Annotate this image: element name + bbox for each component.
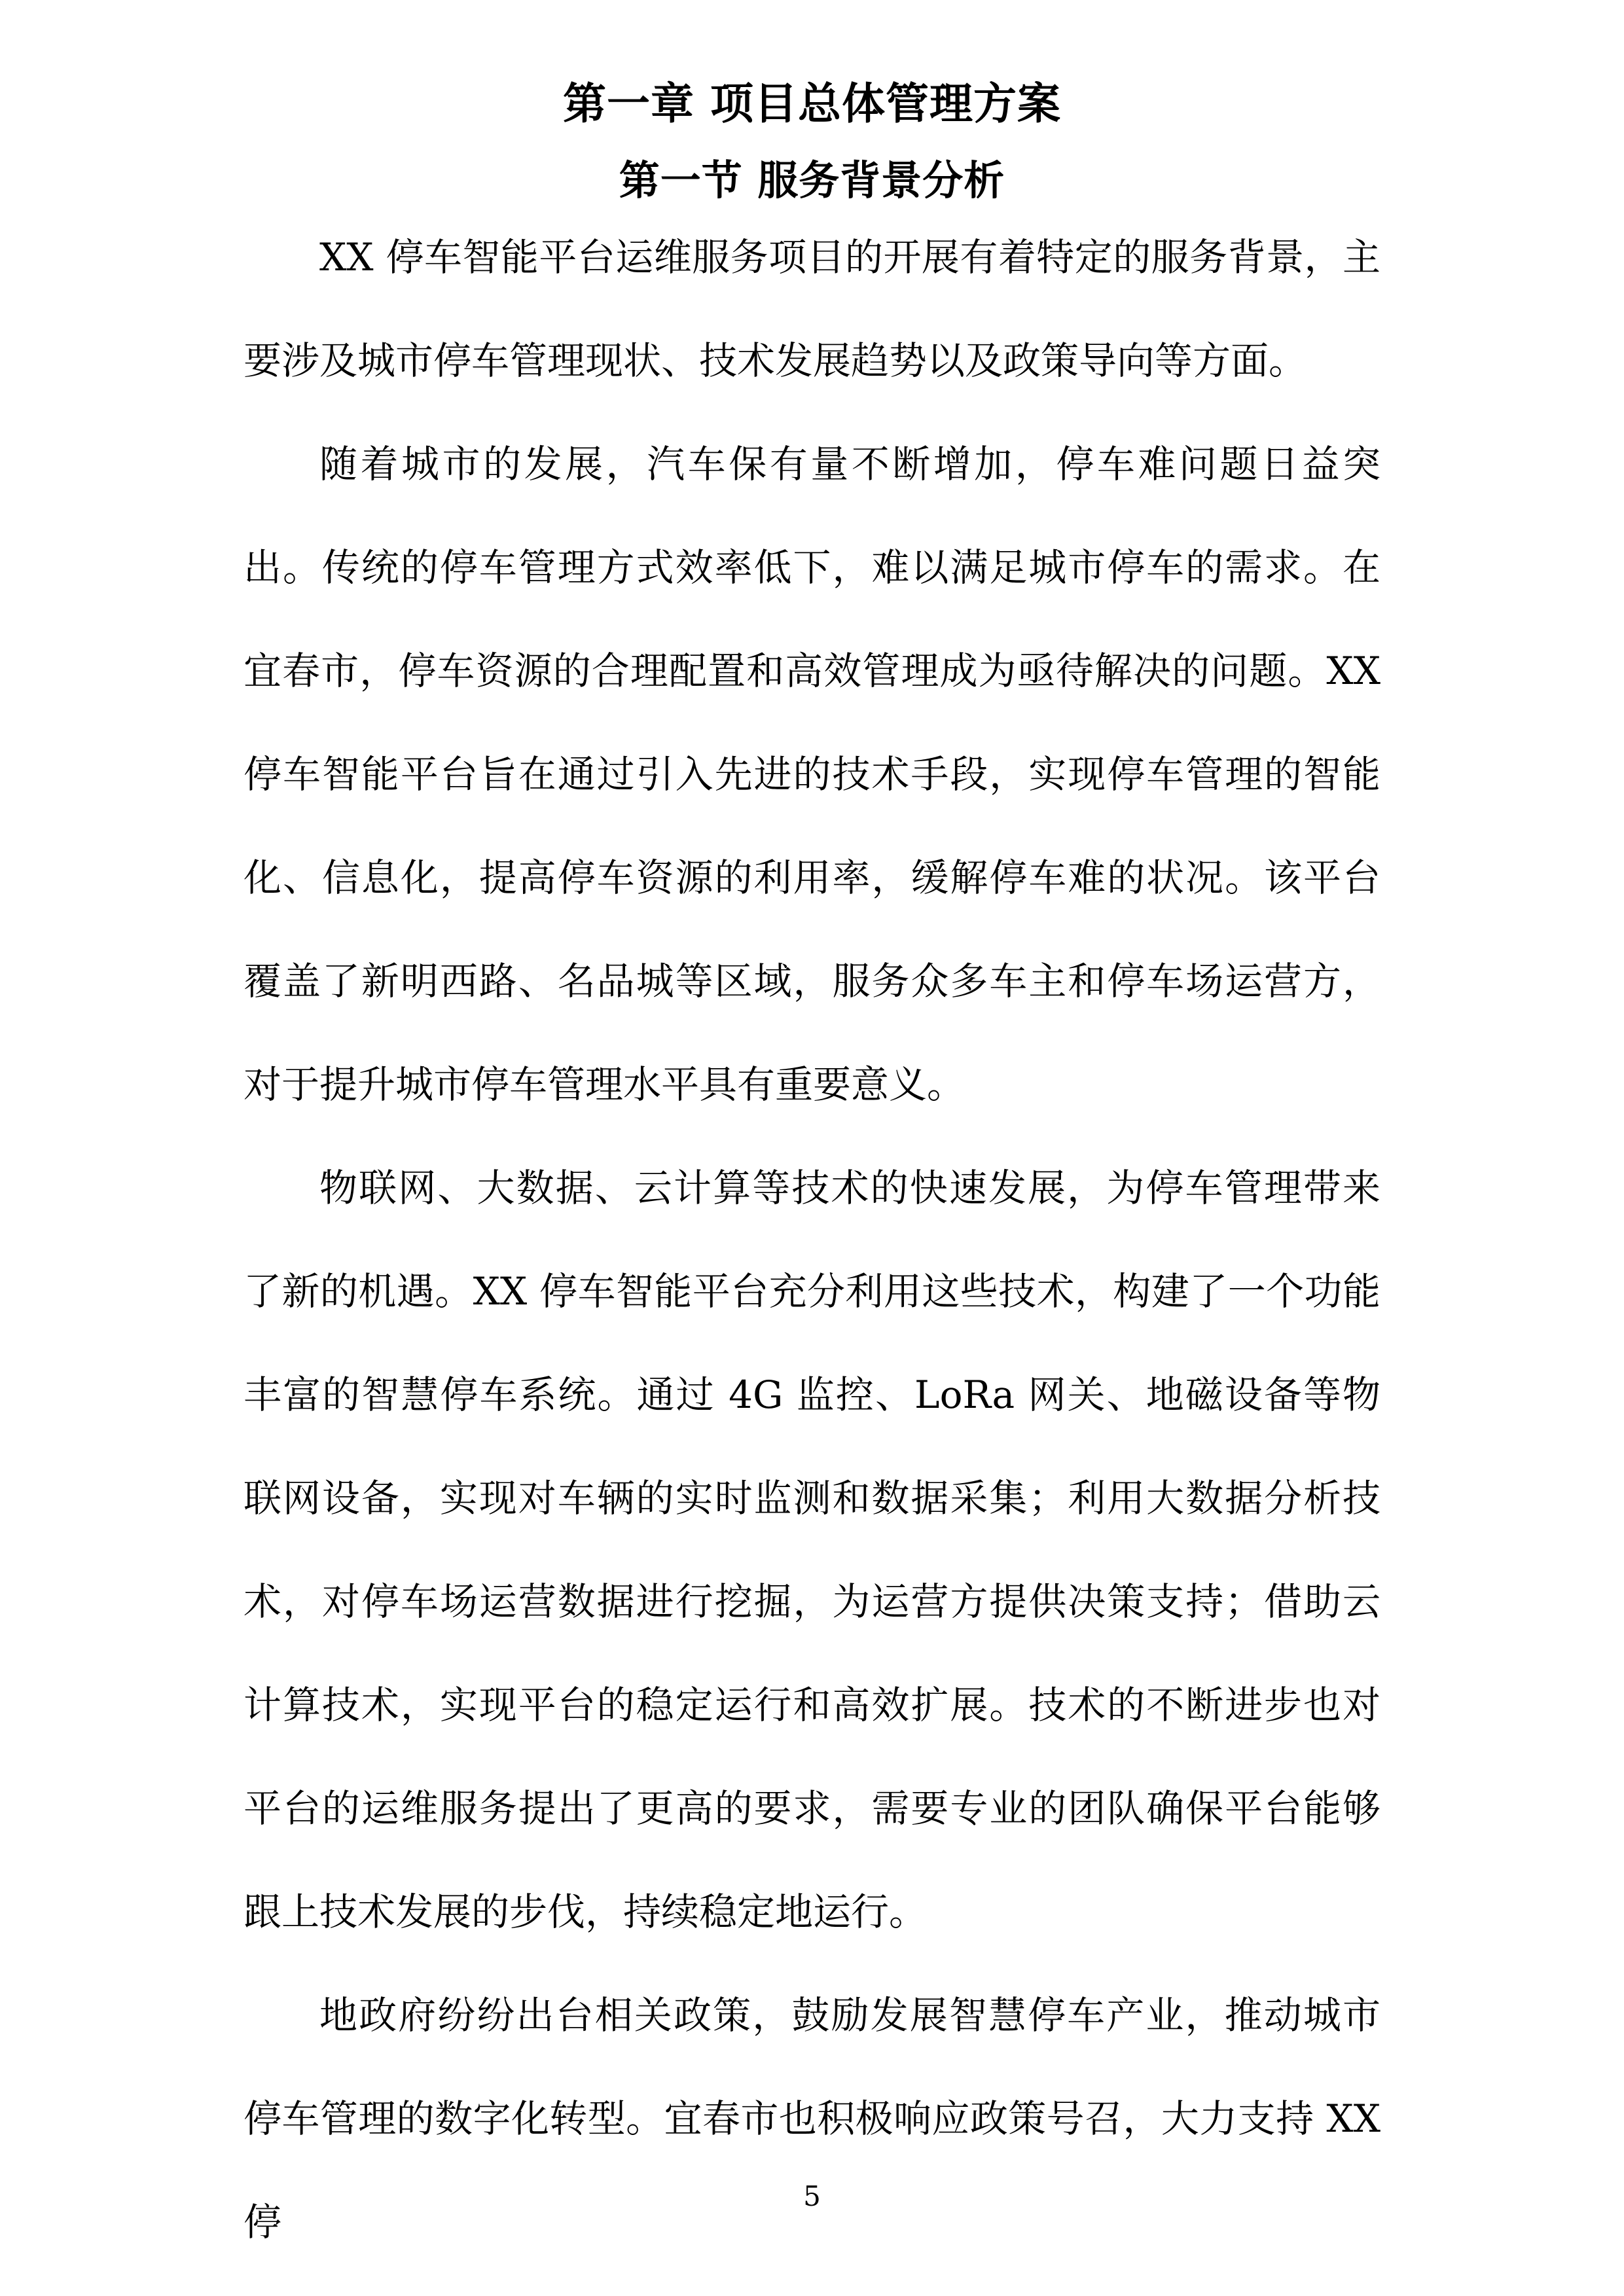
body-text <box>244 206 1380 2274</box>
page-footer <box>0 2181 1624 2212</box>
paragraph-background-intro: XX 停车智能平台运维服务项目的开展有着特定的服务背景，主要涉及城市停车管理现状、技术发展趋势以及政策导向等方面。 <box>244 235 1380 383</box>
section-title: 第一节 服务背景分析 <box>619 156 1005 204</box>
paragraph-city-parking-status: 随着城市的发展，汽车保有量不断增加，停车难问题日益突出。传统的停车管理方式效率低下，难以满足城市停车的需求。在宜春市，停车资源的合理配置和高效管理成为亟待解决的问题。XX 停车智能平台旨在通过引入先进的技术手段，实现停车管理的智能化、信息化，提高停车资源的利用率，缓解停车难的状况。该平台覆盖了新明西路、名品城等区域，服务众多车主和停车场运营方，对于提升城市停车管理水平具有重要意义。 <box>244 442 1380 1107</box>
paragraph-policy-direction: 地政府纷纷出台相关政策，鼓励发展智慧停车产业，推动城市停车管理的数字化转型。宜春市也积极响应政策号召，大力支持 XX 停 <box>244 1993 1380 2244</box>
chapter-title: 第一章 项目总体管理方案 <box>563 78 1061 129</box>
paragraph-technology-trends: 物联网、大数据、云计算等技术的快速发展，为停车管理带来了新的机遇。XX 停车智能平台充分利用这些技术，构建了一个功能丰富的智慧停车系统。通过 4G 监控、LoRa 网关、地磁设备等物联网设备，实现对车辆的实时监测和数据采集；利用大数据分析技术，对停车场运营数据进行挖掘，为运营方提供决策支持；借助云计算技术，实现平台的稳定运行和高效扩展。技术的不断进步也对平台的运维服务提出了更高的要求，需要专业的团队确保平台能够跟上技术发展的步伐，持续稳定地运行。 <box>244 1166 1380 1934</box>
page-number: 5 <box>803 2180 821 2212</box>
